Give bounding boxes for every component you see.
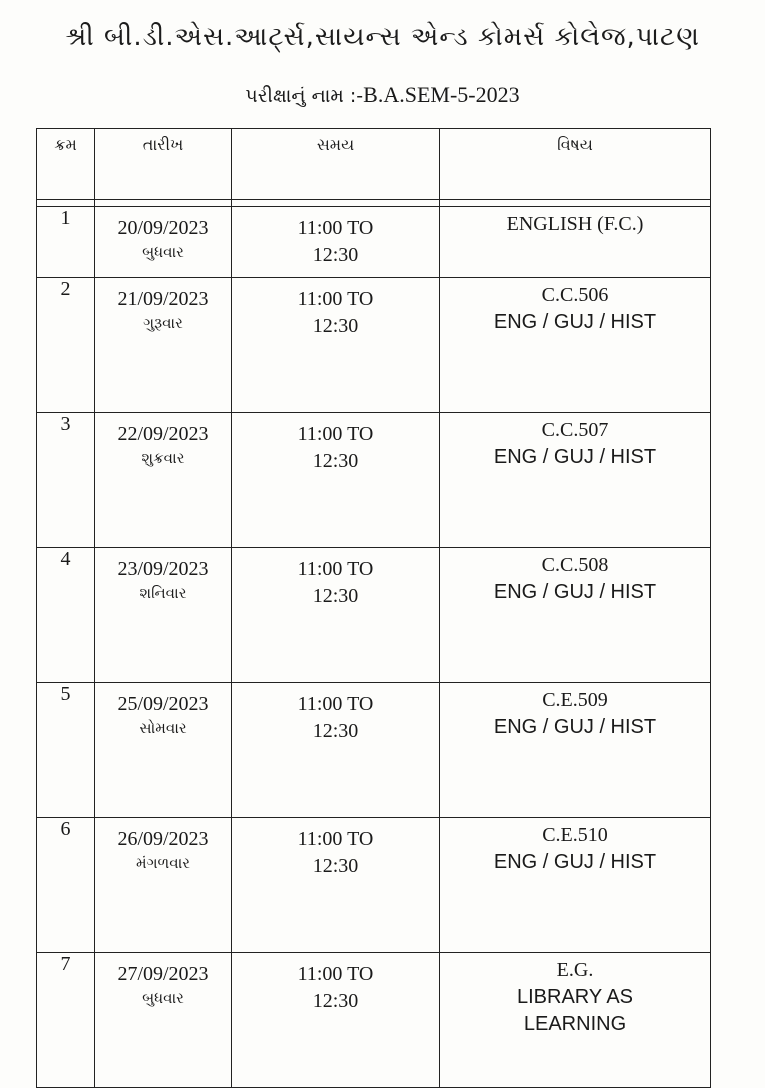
column-header-time: સમય [232, 129, 440, 200]
exam-date: 27/09/2023 [117, 963, 209, 985]
serial-number: 4 [37, 548, 95, 683]
subject-code: C.E.510 [542, 824, 608, 846]
weekday: શુક્રવાર [141, 449, 185, 467]
time-start: 11:00 TO [297, 828, 374, 850]
date-cell [95, 548, 232, 683]
exam-label: પરીક્ષાનું નામ :- [245, 85, 364, 107]
exam-date: 25/09/2023 [117, 693, 209, 715]
time-start: 11:00 TO [297, 963, 374, 985]
college-name: શ્રી બી.ડી.એસ.આર્ટ્સ,સાયન્સ એન્ડ કોમર્સ કોલેજ,પાટણ [65, 22, 700, 52]
time-cell [232, 953, 440, 1088]
time-end: 12:30 [312, 315, 359, 337]
table-row [37, 818, 711, 953]
exam-date: 23/09/2023 [117, 558, 209, 580]
serial-number: 7 [37, 953, 95, 1088]
date-cell [95, 953, 232, 1088]
subject-cell [440, 413, 711, 548]
table-row [37, 207, 711, 278]
column-header-subject: વિષય [440, 129, 711, 200]
exam-timetable [36, 128, 711, 1088]
date-cell [95, 278, 232, 413]
time-end: 12:30 [312, 990, 359, 1012]
time-cell [232, 278, 440, 413]
table-spacer-row [37, 200, 711, 207]
time-start: 11:00 TO [297, 423, 374, 445]
time-cell [232, 683, 440, 818]
date-cell [95, 683, 232, 818]
time-end: 12:30 [312, 244, 359, 266]
serial-number: 1 [37, 207, 95, 278]
subject-detail: ENG / GUJ / HIST [493, 446, 657, 468]
table-row [37, 278, 711, 413]
subject-cell [440, 548, 711, 683]
subject-code: C.C.507 [541, 419, 609, 441]
subject-detail: LEARNING [523, 1013, 627, 1035]
date-cell [95, 818, 232, 953]
serial-number: 5 [37, 683, 95, 818]
time-end: 12:30 [312, 585, 359, 607]
date-cell [95, 207, 232, 278]
column-header-no: ક્રમ [37, 129, 95, 200]
time-end: 12:30 [312, 720, 359, 742]
subject-code: E.G. [556, 959, 594, 981]
subject-cell [440, 278, 711, 413]
weekday: બુધવાર [142, 989, 184, 1007]
serial-number: 6 [37, 818, 95, 953]
subject-cell [440, 683, 711, 818]
time-cell [232, 207, 440, 278]
table-header-row [37, 129, 711, 200]
time-cell [232, 548, 440, 683]
exam-date: 22/09/2023 [117, 423, 209, 445]
subject-cell [440, 953, 711, 1088]
weekday: બુધવાર [142, 243, 184, 261]
time-start: 11:00 TO [297, 217, 374, 239]
serial-number: 3 [37, 413, 95, 548]
time-end: 12:30 [312, 450, 359, 472]
subject-cell [440, 818, 711, 953]
subject-cell [440, 207, 711, 278]
subject-detail: LIBRARY AS [517, 986, 633, 1008]
subject-code: C.E.509 [542, 689, 608, 711]
subject-code: C.C.508 [541, 554, 609, 576]
table-row [37, 683, 711, 818]
exam-name: B.A.SEM-5-2023 [363, 82, 520, 107]
subject-code: ENGLISH (F.C.) [506, 213, 644, 235]
time-start: 11:00 TO [297, 288, 374, 310]
exam-date: 20/09/2023 [117, 217, 209, 239]
weekday: સોમવાર [139, 719, 187, 737]
time-end: 12:30 [312, 855, 359, 877]
subject-detail: ENG / GUJ / HIST [493, 581, 657, 603]
table-row [37, 953, 711, 1088]
subject-detail: ENG / GUJ / HIST [493, 851, 657, 873]
exam-date: 21/09/2023 [117, 288, 209, 310]
subject-detail: ENG / GUJ / HIST [493, 716, 657, 738]
subject-detail: ENG / GUJ / HIST [493, 311, 657, 333]
time-start: 11:00 TO [297, 693, 374, 715]
serial-number: 2 [37, 278, 95, 413]
time-cell [232, 818, 440, 953]
date-cell [95, 413, 232, 548]
column-header-date: તારીખ [95, 129, 232, 200]
exam-name-line [0, 82, 765, 108]
weekday: મંગળવાર [135, 854, 190, 872]
exam-date: 26/09/2023 [117, 828, 209, 850]
time-start: 11:00 TO [297, 558, 374, 580]
weekday: શનિવાર [139, 584, 187, 602]
time-cell [232, 413, 440, 548]
weekday: ગુરૂવાર [143, 314, 183, 332]
table-row [37, 413, 711, 548]
table-row [37, 548, 711, 683]
subject-code: C.C.506 [541, 284, 609, 306]
